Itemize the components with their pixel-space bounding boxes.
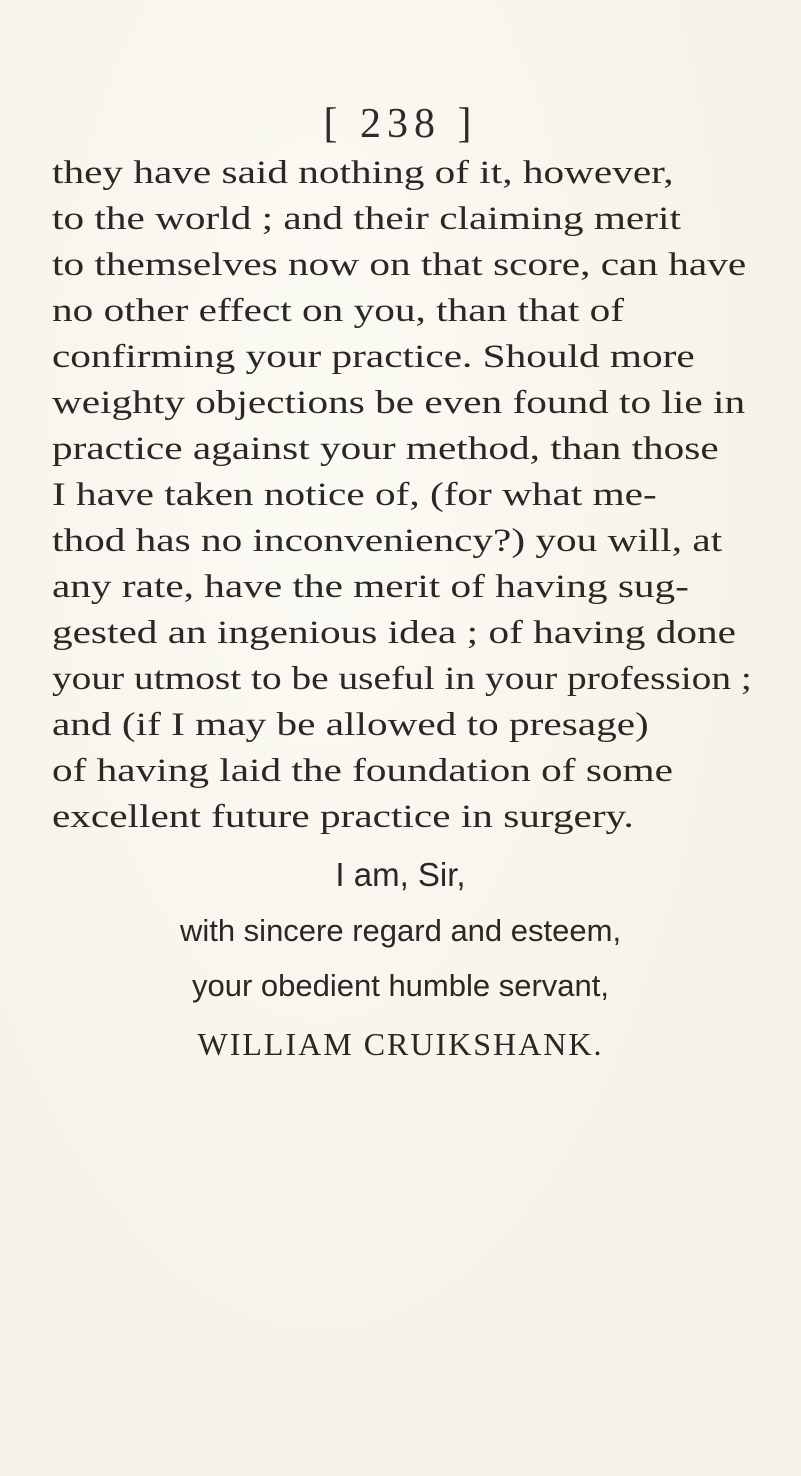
page-number: [ 238 ] xyxy=(323,101,478,147)
text-line: they have said nothing of it, however, xyxy=(52,155,674,191)
body-text xyxy=(52,150,752,840)
text-line: of having laid the foundation of some xyxy=(52,753,673,789)
text-line: practice against your method, than those xyxy=(52,431,719,467)
text-line: to the world ; and their claiming merit xyxy=(52,201,681,237)
text-line: gested an ingenious idea ; of having done xyxy=(52,615,736,651)
text-line: no other effect on you, than that of xyxy=(52,293,624,329)
text-line: I have taken notice of, (for what me- xyxy=(52,477,657,513)
text-line: and (if I may be allowed to presage) xyxy=(52,707,649,743)
closing-servant: your obedient humble servant, xyxy=(191,968,610,1003)
text-line: thod has no inconveniency?) you will, at xyxy=(52,523,723,559)
text-line: confirming your practice. Should more xyxy=(52,339,695,375)
text-line: weighty objections be even found to lie in xyxy=(52,385,746,421)
signature: WILLIAM CRUIKSHANK. xyxy=(197,1026,604,1062)
closing-regard: with sincere regard and esteem, xyxy=(179,913,622,948)
text-line: any rate, have the merit of having sug- xyxy=(52,569,689,605)
salutation: I am, Sir, xyxy=(335,856,466,893)
text-line: your utmost to be useful in your profession ; xyxy=(52,661,752,697)
text-line: excellent future practice in surgery. xyxy=(52,799,634,835)
text-line: to themselves now on that score, can have xyxy=(52,247,747,283)
